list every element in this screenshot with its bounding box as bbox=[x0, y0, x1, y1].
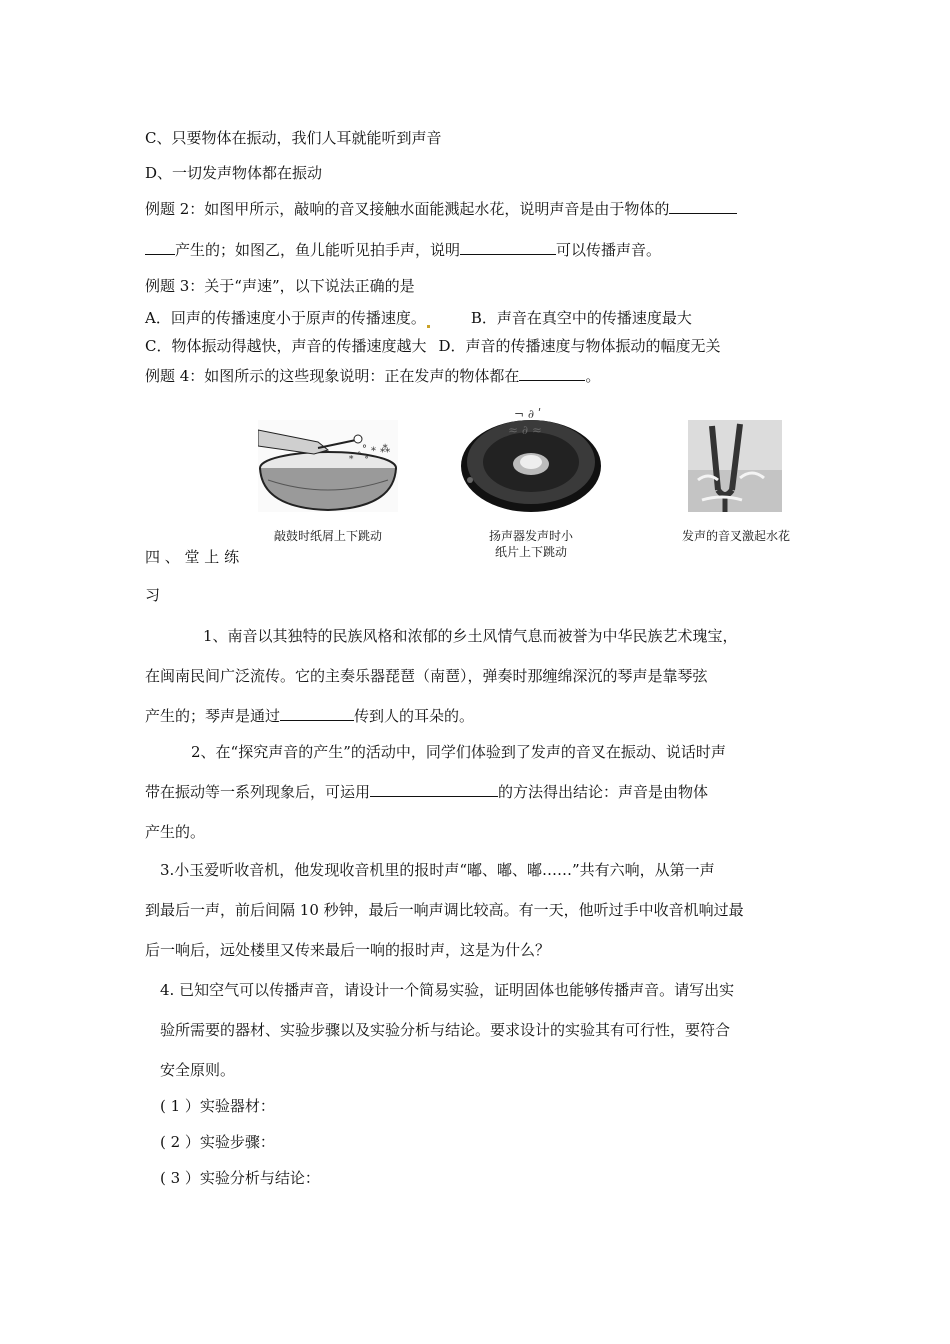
question-4-item-1: ( 1 ）实验器材： bbox=[160, 1097, 275, 1115]
question-1-line-3: 产生的；琴声是通过 传到人的耳朵的。 bbox=[145, 707, 475, 725]
question-3-line-1: 3.小玉爱听收音机，他发现收音机里的报时声“嘟、嘟、嘟……”共有六响，从第一声 bbox=[160, 861, 715, 879]
question-1-line-1: 1、南音以其独特的民族风格和浓郁的乡土风情气息而被誉为中华民族艺术瑰宝， bbox=[203, 627, 738, 645]
question-4-line-3: 安全原则。 bbox=[160, 1061, 236, 1079]
example-2-line-1: 例题 2：如图甲所示，敲响的音叉接触水面能溅起水花，说明声音是由于物体的 bbox=[145, 199, 737, 219]
question-2-line-1: 2、在“探究声音的产生”的活动中，同学们体验到了发声的音叉在振动、说话时声 bbox=[191, 743, 726, 761]
section-heading-cont: 习 bbox=[145, 586, 161, 604]
blank-field[interactable] bbox=[145, 240, 175, 255]
question-4-item-2: ( 2 ）实验步骤： bbox=[160, 1133, 275, 1151]
tuning-fork-caption: 发声的音叉激起水花 bbox=[681, 529, 790, 543]
question-2-line-2: 带在振动等一系列现象后，可运用 的方法得出结论：声音是由物体 bbox=[145, 783, 709, 801]
drum-caption: 敲鼓时纸屑上下跳动 bbox=[273, 529, 382, 543]
blank-field[interactable] bbox=[280, 706, 354, 721]
speaker-caption: 扬声器发声时小 纸片上下跳动 bbox=[488, 529, 573, 559]
option-c: C、只要物体在振动，我们人耳就能听到声音 bbox=[145, 129, 442, 147]
blank-field[interactable] bbox=[460, 240, 556, 255]
drum-figure bbox=[258, 420, 398, 512]
question-4-line-1: 4. 已知空气可以传播声音，请设计一个简易实验，证明固体也能够传播声音。请写出实 bbox=[160, 981, 735, 999]
question-4-line-2: 验所需要的器材、实验步骤以及实验分析与结论。要求设计的实验其有可行性，要符合 bbox=[160, 1021, 731, 1039]
example-4: 例题 4：如图所示的这些现象说明：正在发声的物体都在 。 bbox=[145, 367, 601, 385]
dot-mark bbox=[427, 325, 430, 328]
example-3-options-cd: C．物体振动得越快，声音的传播速度越大 D．声音的传播速度与物体振动的幅度无关 bbox=[145, 337, 721, 355]
svg-text:¬ ∂ ʹ: ¬ ∂ ʹ bbox=[514, 407, 542, 421]
example-2-line-2: 产生的；如图乙，鱼儿能听见拍手声，说明 可以传播声音。 bbox=[145, 240, 661, 260]
question-1-line-2: 在闽南民间广泛流传。它的主奏乐器琵琶（南琶），弹奏时那缠绵深沉的琴声是靠琴弦 bbox=[145, 667, 708, 685]
option-d: D、一切发声物体都在振动 bbox=[145, 164, 323, 182]
blank-field[interactable] bbox=[370, 782, 498, 797]
svg-text:° ∗ ⁂: ° ∗ ⁂ bbox=[362, 444, 391, 455]
svg-text:≈ ∂ ≈: ≈ ∂ ≈ bbox=[508, 423, 542, 437]
question-3-line-2: 到最后一声，前后间隔 10 秒钟，最后一响声调比较高。有一天，他听过手中收音机响过最 bbox=[145, 901, 744, 919]
section-heading: 四 、 堂 上 练 bbox=[145, 548, 240, 566]
blank-field[interactable] bbox=[669, 199, 737, 214]
example-3-options-ab: A．回声的传播速度小于原声的传播速度。 B．声音在真空中的传播速度最大 bbox=[145, 309, 692, 327]
example-3: 例题 3：关于“声速”，以下说法正确的是 bbox=[145, 277, 415, 295]
svg-text:∗ ˚ ∘: ∗ ˚ ∘ bbox=[348, 453, 369, 463]
tuning-fork-figure bbox=[688, 420, 782, 512]
question-4-item-3: ( 3 ）实验分析与结论： bbox=[160, 1169, 320, 1187]
question-2-line-3: 产生的。 bbox=[145, 823, 206, 841]
question-3-line-3: 后一响后，远处楼里又传来最后一响的报时声，这是为什么？ bbox=[145, 941, 551, 959]
speaker-figure bbox=[458, 402, 604, 514]
blank-field[interactable] bbox=[519, 366, 585, 381]
